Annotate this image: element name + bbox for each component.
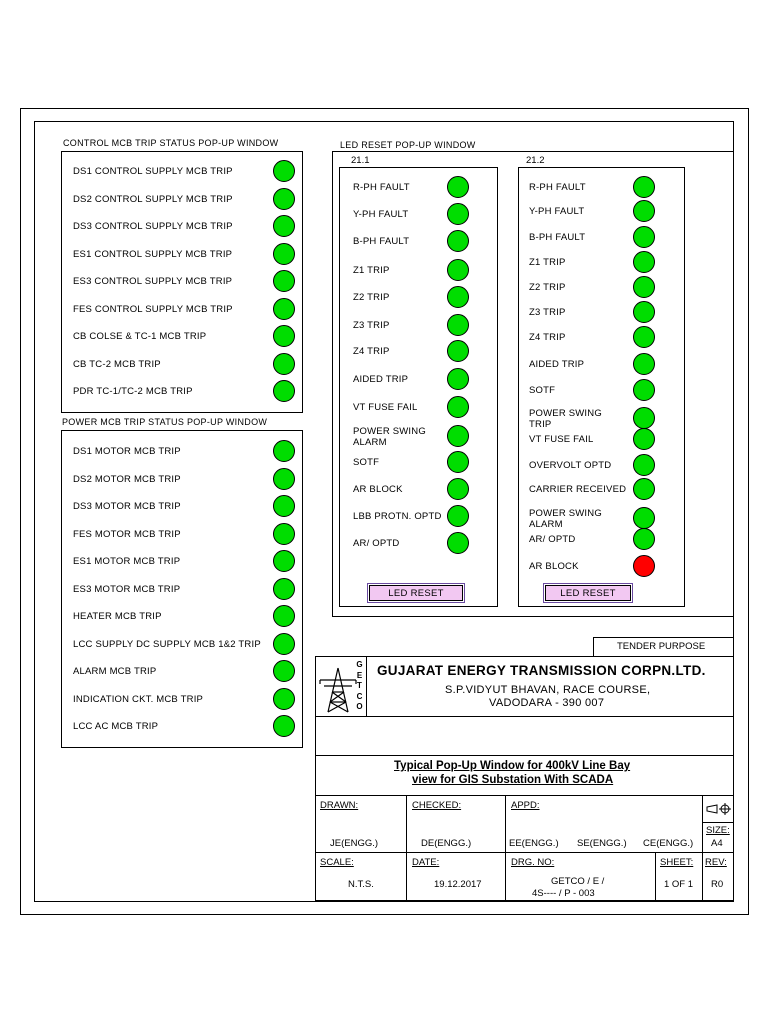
led-21-2-label: OVERVOLT OPTD bbox=[529, 460, 612, 471]
power-window-title: POWER MCB TRIP STATUS POP-UP WINDOW bbox=[62, 417, 268, 427]
led-21-2-label: Z2 TRIP bbox=[529, 282, 566, 293]
led-21-2-label: POWER SWING TRIP bbox=[529, 407, 602, 430]
green-led-indicator bbox=[633, 428, 655, 450]
green-led-indicator bbox=[447, 425, 469, 447]
led-21-1-label: SOTF bbox=[353, 457, 380, 468]
led-21-2-row bbox=[529, 426, 679, 453]
green-led-indicator bbox=[633, 200, 655, 222]
green-led-indicator bbox=[633, 353, 655, 375]
drawing-title-line-2: view for GIS Substation With SCADA bbox=[412, 774, 614, 786]
led-window-title: LED RESET POP-UP WINDOW bbox=[340, 140, 476, 150]
drg-no-line-1: GETCO / E / bbox=[551, 876, 605, 887]
power-mcb-row bbox=[73, 713, 299, 740]
tender-label: TENDER PURPOSE bbox=[617, 641, 706, 652]
led-21-1-row bbox=[353, 449, 493, 476]
led-21-2-label: Y-PH FAULT bbox=[529, 206, 585, 217]
green-led-indicator bbox=[273, 523, 295, 545]
led-21-1-row bbox=[353, 257, 493, 284]
tb-vline-1 bbox=[406, 795, 407, 901]
green-led-indicator bbox=[273, 633, 295, 655]
led-21-1-label: Z4 TRIP bbox=[353, 346, 390, 357]
green-led-indicator bbox=[273, 243, 295, 265]
panel-21-1-heading: 21.1 bbox=[351, 155, 370, 166]
date-value: 19.12.2017 bbox=[434, 879, 482, 890]
green-led-indicator bbox=[447, 340, 469, 362]
power-mcb-row bbox=[73, 686, 299, 713]
appd-se: SE(ENGG.) bbox=[577, 838, 627, 849]
led-21-1-label: VT FUSE FAIL bbox=[353, 402, 418, 413]
control-mcb-label: CB TC-2 MCB TRIP bbox=[73, 358, 161, 370]
size-value: A4 bbox=[711, 838, 723, 849]
led-21-2-row bbox=[529, 274, 679, 301]
led-21-2-row bbox=[529, 526, 679, 553]
power-mcb-label: ES3 MOTOR MCB TRIP bbox=[73, 583, 181, 595]
control-mcb-row bbox=[73, 213, 299, 240]
green-led-indicator bbox=[273, 160, 295, 182]
control-mcb-label: ES1 CONTROL SUPPLY MCB TRIP bbox=[73, 248, 233, 260]
scale-value: N.T.S. bbox=[348, 879, 374, 890]
green-led-indicator bbox=[273, 188, 295, 210]
control-mcb-label: ES3 CONTROL SUPPLY MCB TRIP bbox=[73, 276, 233, 287]
led-21-1-row bbox=[353, 228, 493, 255]
led-21-1-label: Y-PH FAULT bbox=[353, 209, 409, 220]
company-name: GUJARAT ENERGY TRANSMISSION CORPN.LTD. bbox=[377, 663, 706, 678]
red-led-indicator bbox=[633, 555, 655, 577]
led-21-2-label: R-PH FAULT bbox=[529, 182, 586, 193]
green-led-indicator bbox=[273, 688, 295, 710]
checked-label: CHECKED: bbox=[412, 800, 462, 811]
appd-ce: CE(ENGG.) bbox=[643, 838, 694, 849]
led-21-1-label: Z3 TRIP bbox=[353, 320, 390, 331]
address-line-1: S.P.VIDYUT BHAVAN, RACE COURSE, bbox=[445, 684, 651, 696]
led-reset-button-21-1[interactable]: LED RESET bbox=[369, 585, 463, 601]
power-mcb-label: DS3 MOTOR MCB TRIP bbox=[73, 501, 181, 512]
led-21-1-label: Z1 TRIP bbox=[353, 265, 390, 276]
led-21-2-row bbox=[529, 324, 679, 351]
green-led-indicator bbox=[447, 259, 469, 281]
power-mcb-label: ALARM MCB TRIP bbox=[73, 666, 157, 677]
led-21-2-row bbox=[529, 249, 679, 276]
drawing-title-line-1: Typical Pop-Up Window for 400kV Line Bay bbox=[394, 760, 631, 772]
led-21-1-row bbox=[353, 312, 493, 339]
green-led-indicator bbox=[447, 368, 469, 390]
logo-divider bbox=[366, 656, 367, 716]
power-mcb-row bbox=[73, 603, 299, 630]
green-led-indicator bbox=[633, 301, 655, 323]
led-21-2-label: CARRIER RECEIVED bbox=[529, 484, 627, 495]
tb-size-divider bbox=[702, 822, 734, 823]
green-led-indicator bbox=[633, 379, 655, 401]
led-21-1-row bbox=[353, 503, 493, 530]
led-21-2-row bbox=[529, 553, 679, 580]
green-led-indicator bbox=[273, 578, 295, 600]
led-21-1-row bbox=[353, 394, 493, 421]
control-mcb-row bbox=[73, 186, 299, 213]
green-led-indicator bbox=[447, 478, 469, 500]
power-mcb-label: DS1 MOTOR MCB TRIP bbox=[73, 446, 181, 457]
green-led-indicator bbox=[447, 532, 469, 554]
led-21-2-row bbox=[529, 299, 679, 326]
led-21-1-label: Z2 TRIP bbox=[353, 292, 390, 303]
led-21-1-label: B-PH FAULT bbox=[353, 236, 410, 247]
control-mcb-row bbox=[73, 241, 299, 268]
power-mcb-row bbox=[73, 466, 299, 493]
appd-label: APPD: bbox=[511, 800, 540, 811]
date-label: DATE: bbox=[412, 857, 440, 868]
green-led-indicator bbox=[273, 325, 295, 347]
led-21-1-row bbox=[353, 366, 493, 393]
led-21-2-row bbox=[529, 452, 679, 479]
drawn-label: DRAWN: bbox=[320, 800, 359, 811]
led-21-2-label: AIDED TRIP bbox=[529, 359, 585, 370]
led-21-2-label: AR BLOCK bbox=[529, 561, 579, 572]
logo-letters: GETCO bbox=[356, 660, 363, 711]
led-21-1-label: AR/ OPTD bbox=[353, 538, 400, 549]
power-mcb-row bbox=[73, 658, 299, 685]
projection-symbol bbox=[705, 800, 732, 818]
control-mcb-row bbox=[73, 323, 299, 350]
green-led-indicator bbox=[633, 276, 655, 298]
rev-label: REV: bbox=[705, 857, 727, 868]
tb-line-2 bbox=[315, 755, 734, 756]
green-led-indicator bbox=[273, 440, 295, 462]
tb-vline-4 bbox=[702, 795, 703, 901]
led-21-1-row bbox=[353, 338, 493, 365]
led-21-2-row bbox=[529, 351, 679, 378]
power-mcb-row bbox=[73, 521, 299, 548]
green-led-indicator bbox=[633, 326, 655, 348]
green-led-indicator bbox=[447, 203, 469, 225]
led-21-2-label: SOTF bbox=[529, 385, 556, 396]
led-21-2-row bbox=[529, 198, 679, 225]
control-window-title: CONTROL MCB TRIP STATUS POP-UP WINDOW bbox=[63, 138, 279, 148]
rev-value: R0 bbox=[711, 879, 724, 890]
led-21-1-label: R-PH FAULT bbox=[353, 182, 410, 193]
led-21-2-label: Z4 TRIP bbox=[529, 332, 566, 343]
green-led-indicator bbox=[273, 660, 295, 682]
power-mcb-label: FES MOTOR MCB TRIP bbox=[73, 528, 181, 540]
control-mcb-label: FES CONTROL SUPPLY MCB TRIP bbox=[73, 303, 233, 315]
led-21-1-label: AR BLOCK bbox=[353, 484, 403, 495]
led-21-1-row bbox=[353, 476, 493, 503]
power-mcb-label: HEATER MCB TRIP bbox=[73, 611, 162, 622]
control-mcb-label: PDR TC-1/TC-2 MCB TRIP bbox=[73, 386, 193, 397]
led-21-1-row bbox=[353, 201, 493, 228]
green-led-indicator bbox=[633, 226, 655, 248]
tb-vline-3 bbox=[655, 852, 656, 901]
green-led-indicator bbox=[447, 451, 469, 473]
green-led-indicator bbox=[633, 528, 655, 550]
checked-by: DE(ENGG.) bbox=[421, 838, 472, 849]
green-led-indicator bbox=[273, 605, 295, 627]
power-mcb-row bbox=[73, 631, 299, 658]
green-led-indicator bbox=[447, 505, 469, 527]
led-21-1-label: AIDED TRIP bbox=[353, 374, 409, 385]
power-mcb-label: ES1 MOTOR MCB TRIP bbox=[73, 556, 181, 567]
green-led-indicator bbox=[447, 286, 469, 308]
green-led-indicator bbox=[273, 215, 295, 237]
control-mcb-row bbox=[73, 378, 299, 405]
led-21-2-label: POWER SWING ALARM bbox=[529, 507, 602, 530]
green-led-indicator bbox=[633, 176, 655, 198]
sheet-label: SHEET: bbox=[660, 857, 694, 868]
led-21-2-row bbox=[529, 224, 679, 251]
led-21-2-row bbox=[529, 377, 679, 404]
led-21-1-label: POWER SWING ALARM bbox=[353, 425, 426, 448]
led-21-2-label: B-PH FAULT bbox=[529, 232, 586, 243]
led-21-1-label: LBB PROTN. OPTD bbox=[353, 511, 442, 522]
green-led-indicator bbox=[273, 468, 295, 490]
control-mcb-row bbox=[73, 158, 299, 185]
drawn-by: JE(ENGG.) bbox=[330, 838, 379, 849]
green-led-indicator bbox=[273, 715, 295, 737]
green-led-indicator bbox=[273, 380, 295, 402]
green-led-indicator bbox=[273, 270, 295, 292]
panel-21-2-heading: 21.2 bbox=[526, 155, 545, 166]
size-label: SIZE: bbox=[706, 825, 730, 836]
green-led-indicator bbox=[273, 298, 295, 320]
led-21-2-row bbox=[529, 476, 679, 503]
green-led-indicator bbox=[447, 314, 469, 336]
led-reset-button-21-2[interactable]: LED RESET bbox=[545, 585, 631, 601]
green-led-indicator bbox=[633, 478, 655, 500]
scale-label: SCALE: bbox=[320, 857, 354, 868]
green-led-indicator bbox=[633, 454, 655, 476]
power-mcb-row bbox=[73, 493, 299, 520]
power-mcb-label: DS2 MOTOR MCB TRIP bbox=[73, 473, 181, 485]
control-mcb-label: DS1 CONTROL SUPPLY MCB TRIP bbox=[73, 166, 233, 177]
control-mcb-row bbox=[73, 296, 299, 323]
tb-line-3 bbox=[315, 795, 734, 796]
led-21-2-label: AR/ OPTD bbox=[529, 534, 576, 545]
control-mcb-row bbox=[73, 351, 299, 378]
led-21-1-row bbox=[353, 530, 493, 557]
green-led-indicator bbox=[273, 353, 295, 375]
power-mcb-row bbox=[73, 438, 299, 465]
sheet-value: 1 OF 1 bbox=[664, 879, 694, 890]
led-21-1-row bbox=[353, 174, 493, 201]
green-led-indicator bbox=[633, 251, 655, 273]
tb-line-4 bbox=[315, 852, 734, 853]
control-mcb-label: CB COLSE & TC-1 MCB TRIP bbox=[73, 331, 207, 342]
led-21-1-row bbox=[353, 423, 493, 450]
power-mcb-label: INDICATION CKT. MCB TRIP bbox=[73, 693, 204, 705]
tb-vline-2 bbox=[505, 795, 506, 901]
power-mcb-row bbox=[73, 548, 299, 575]
led-21-2-label: VT FUSE FAIL bbox=[529, 434, 594, 445]
tb-line-1 bbox=[315, 716, 734, 717]
control-mcb-row bbox=[73, 268, 299, 295]
drg-no-line-2: 4S---- / P - 003 bbox=[532, 888, 595, 899]
green-led-indicator bbox=[273, 550, 295, 572]
led-21-2-label: Z1 TRIP bbox=[529, 257, 566, 268]
led-21-2-row bbox=[529, 174, 679, 201]
power-mcb-label: LCC AC MCB TRIP bbox=[73, 721, 159, 732]
led-21-2-label: Z3 TRIP bbox=[529, 307, 566, 318]
green-led-indicator bbox=[447, 230, 469, 252]
control-mcb-label: DS2 CONTROL SUPPLY MCB TRIP bbox=[73, 193, 233, 205]
control-mcb-label: DS3 CONTROL SUPPLY MCB TRIP bbox=[73, 221, 233, 232]
power-mcb-label: LCC SUPPLY DC SUPPLY MCB 1&2 TRIP bbox=[73, 638, 261, 650]
green-led-indicator bbox=[447, 176, 469, 198]
led-21-1-row bbox=[353, 284, 493, 311]
appd-ee: EE(ENGG.) bbox=[509, 838, 559, 849]
address-line-2: VADODARA - 390 007 bbox=[489, 697, 605, 709]
getco-logo bbox=[318, 660, 364, 714]
projection-icon bbox=[705, 800, 732, 818]
drg-no-label: DRG. NO: bbox=[511, 857, 555, 868]
green-led-indicator bbox=[447, 396, 469, 418]
green-led-indicator bbox=[273, 495, 295, 517]
power-mcb-row bbox=[73, 576, 299, 603]
